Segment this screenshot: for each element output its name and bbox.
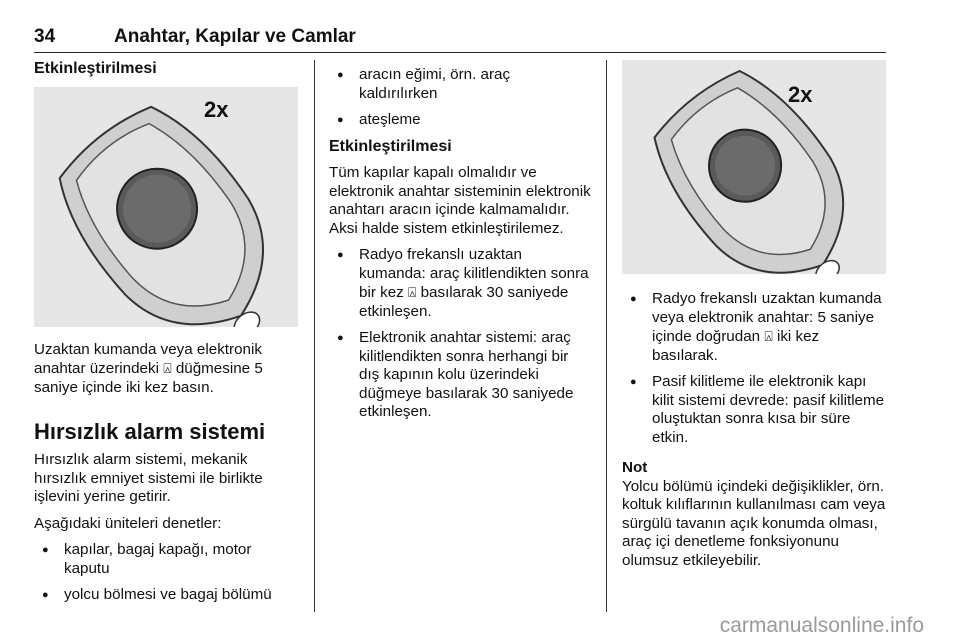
key-fob-figure xyxy=(622,60,886,274)
note-box xyxy=(622,459,888,570)
note-title: Not xyxy=(622,459,648,476)
list-item: ● Pasif kilitleme ile elektronik kapı kilit sistemi devrede: pasif kilitleme oluştuktan sonra kısa bir süre etkin. xyxy=(622,373,888,447)
note-text: Yolcu bölümü içindeki değişiklikler, örn. koltuk kılıflarının kullanılması cam veya sürgülü tavanın açık konumda olması, araç içi denetleme fonksiyonunu olumsuz etkileyebilir. xyxy=(622,477,886,569)
bullet-list xyxy=(329,66,591,130)
lock-icon: ⍓ xyxy=(163,360,172,376)
page-header xyxy=(34,26,886,53)
column-divider xyxy=(314,60,315,612)
paragraph: Hırsızlık alarm sistemi, mekanik hırsızlık emniyet sistemi ile birlikte işlevini yerine getirir. xyxy=(34,451,263,505)
column-middle xyxy=(329,66,591,430)
paragraph: Aşağıdaki üniteleri denetler: xyxy=(34,514,222,532)
lock-icon: ⍓ xyxy=(764,328,773,344)
column-divider xyxy=(606,60,607,612)
press-twice-label: 2x xyxy=(788,82,813,107)
key-fob-illustration xyxy=(34,87,298,327)
paragraph: Tüm kapılar kapalı olmalıdır ve elektronik anahtar sisteminin elektronik anahtarı aracın içinde kalmamalıdır. Aksi halde sistem etkinleştirilemez. xyxy=(329,164,591,237)
list-item: ● Radyo frekanslı uzaktan kumanda: araç kilitlendikten sonra bir kez ⍓ basılarak 30 saniyede etkinleşen. xyxy=(329,246,591,321)
page-number: 34 xyxy=(34,26,56,47)
section-title: Hırsızlık alarm sistemi xyxy=(34,419,266,444)
list-item: ● Radyo frekanslı uzaktan kumanda veya elektronik anahtar: 5 saniye içinde doğrudan ⍓ iki kez basılarak. xyxy=(622,290,888,365)
bullet-list xyxy=(34,541,299,605)
list-item: ● kapılar, bagaj kapağı, motor kaputu xyxy=(34,541,299,578)
list-item: ● aracın eğimi, örn. araç kaldırılırken xyxy=(329,66,591,103)
section-subheading: Etkinleştirilmesi xyxy=(34,60,157,77)
list-item: ● Elektronik anahtar sistemi: araç kilitlendikten sonra herhangi bir dış kapının kolu üzerindeki düğmeye basılarak 30 saniyede etkinleşen. xyxy=(329,329,591,422)
key-fob-illustration xyxy=(622,60,886,274)
press-twice-label: 2x xyxy=(204,96,229,122)
column-right xyxy=(622,60,888,570)
column-left xyxy=(34,60,299,613)
paragraph: Uzaktan kumanda veya elektronik anahtar üzerindeki ⍓ düğmesine 5 saniye içinde iki kez basın. xyxy=(34,340,263,396)
section-subheading: Etkinleştirilmesi xyxy=(329,137,452,155)
list-item: ● yolcu bölmesi ve bagaj bölümü xyxy=(34,586,299,605)
watermark: carmanualsonline.info xyxy=(719,614,924,637)
bullet-list xyxy=(622,290,888,447)
lock-icon: ⍓ xyxy=(407,284,417,300)
chapter-title: Anahtar, Kapılar ve Camlar xyxy=(114,26,356,47)
bullet-list xyxy=(329,246,591,422)
list-item: ● ateşleme xyxy=(329,111,591,130)
key-fob-figure xyxy=(34,87,298,327)
